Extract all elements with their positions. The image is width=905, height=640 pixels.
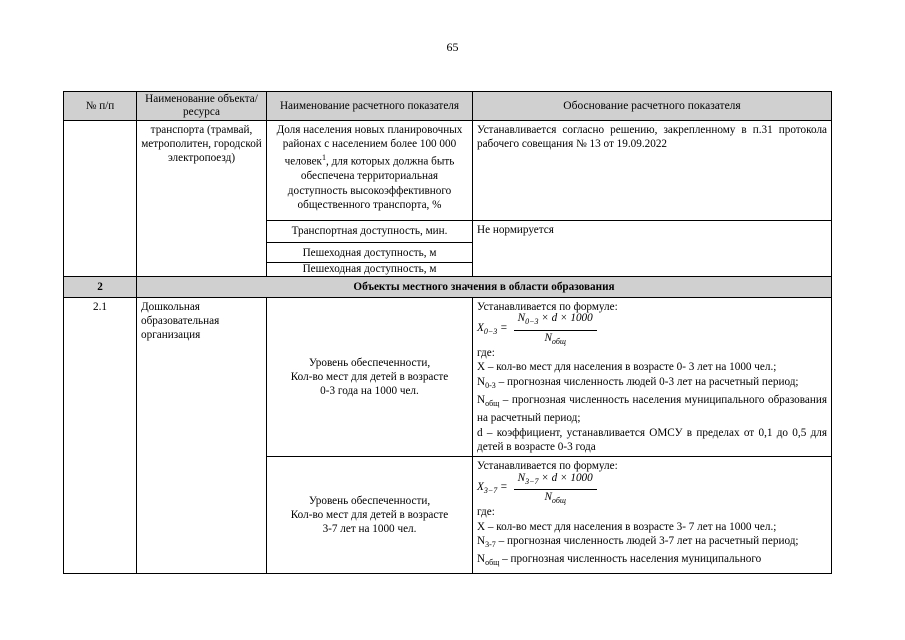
definition: d – коэффициент, устанавливается ОМСУ в пределах от 0,1 до 0,5 для детей в возрасте 0-3 года bbox=[477, 426, 827, 453]
norms-table bbox=[63, 91, 832, 574]
formula-lhs: $X_{3-7}$ = bbox=[477, 481, 508, 496]
section-row bbox=[64, 277, 832, 298]
header-num: № п/п bbox=[64, 92, 137, 121]
indicator-cell: Пешеходная доступность, м bbox=[267, 243, 473, 263]
basis-cell bbox=[473, 457, 832, 573]
header-basis: Обоснование расчетного показателя bbox=[473, 92, 832, 121]
num-cell: 2.1 bbox=[64, 298, 137, 574]
indicator-text-cont: , для которых должна быть обеспечена территориальная доступность высокоэффективного общественного транспорта, % bbox=[287, 156, 455, 211]
definition: $N_{3-7}$ – прогнозная численность людей 3-7 лет на расчетный период; bbox=[477, 534, 799, 549]
indicator-cell: Пешеходная доступность, м bbox=[267, 263, 473, 277]
table-row bbox=[64, 121, 832, 221]
indicator-cell: Транспортная доступность, мин. bbox=[267, 221, 473, 243]
indicator-line: 3-7 лет на 1000 чел. bbox=[322, 522, 417, 535]
formula bbox=[477, 471, 827, 506]
basis-cell: Устанавливается согласно решению, закрепленному в п.31 протокола рабочего совещания № 13 от 19.09.2022 bbox=[473, 121, 832, 221]
basis-cell bbox=[473, 298, 832, 457]
where-label: где: bbox=[477, 506, 495, 519]
object-cell: Дошкольная образовательная организация bbox=[137, 298, 267, 574]
header-indicator: Наименование расчетного показателя bbox=[267, 92, 473, 121]
formula-lhs: $X_{0-3}$ = bbox=[477, 321, 508, 337]
section-title: Объекты местного значения в области образования bbox=[137, 277, 832, 298]
header-object: Наименование объекта/ресурса bbox=[137, 92, 267, 121]
indicator-line: Уровень обеспеченности, bbox=[308, 356, 431, 369]
definition: Х – кол-во мест для населения в возрасте 3- 7 лет на 1000 чел.; bbox=[477, 520, 777, 533]
indicator-line: 0-3 года на 1000 чел. bbox=[320, 385, 419, 398]
table-row bbox=[64, 298, 832, 457]
formula-intro: Устанавливается по формуле: bbox=[477, 460, 618, 473]
indicator-cell bbox=[267, 298, 473, 457]
basis-cell: Не нормируется bbox=[473, 221, 832, 277]
indicator-cell bbox=[267, 121, 473, 221]
section-num: 2 bbox=[64, 277, 137, 298]
indicator-cell bbox=[267, 457, 473, 573]
formula-fraction: $\frac{N_{0-3} \times d \times 1000}{N_{общ}}$ bbox=[514, 311, 597, 348]
indicator-text: Доля населения новых планировочных районах с населением более 100 000 человек bbox=[276, 124, 463, 169]
page-number: 65 bbox=[446, 40, 459, 54]
formula-intro: Устанавливается по формуле: bbox=[477, 301, 618, 313]
object-cell: транспорта (трамвай, метрополитен, городской электропоезд) bbox=[137, 121, 267, 277]
table-header-row bbox=[64, 92, 832, 121]
indicator-line: Уровень обеспеченности, bbox=[308, 494, 431, 507]
definition: $N_{общ}$ – прогнозная численность населения муниципального образования на расчетный период; bbox=[477, 394, 827, 425]
footnote-mark: 1 bbox=[322, 153, 326, 163]
definition: $N_{общ}$ – прогнозная численность населения муниципального bbox=[477, 553, 762, 568]
num-cell bbox=[64, 121, 137, 277]
definition: $N_{0-3}$ – прогнозная численность людей 0-3 лет на расчетный период; bbox=[477, 375, 799, 390]
formula bbox=[477, 312, 827, 346]
formula-fraction: $\frac{N_{3-7} \times d \times 1000}{N_{общ}}$ bbox=[514, 471, 597, 508]
where-label: где: bbox=[477, 347, 495, 360]
indicator-line: Кол-во мест для детей в возрасте bbox=[290, 508, 449, 521]
indicator-line: Кол-во мест для детей в возрасте bbox=[290, 370, 449, 383]
definition: Х – кол-во мест для населения в возрасте 0- 3 лет на 1000 чел.; bbox=[477, 361, 777, 374]
